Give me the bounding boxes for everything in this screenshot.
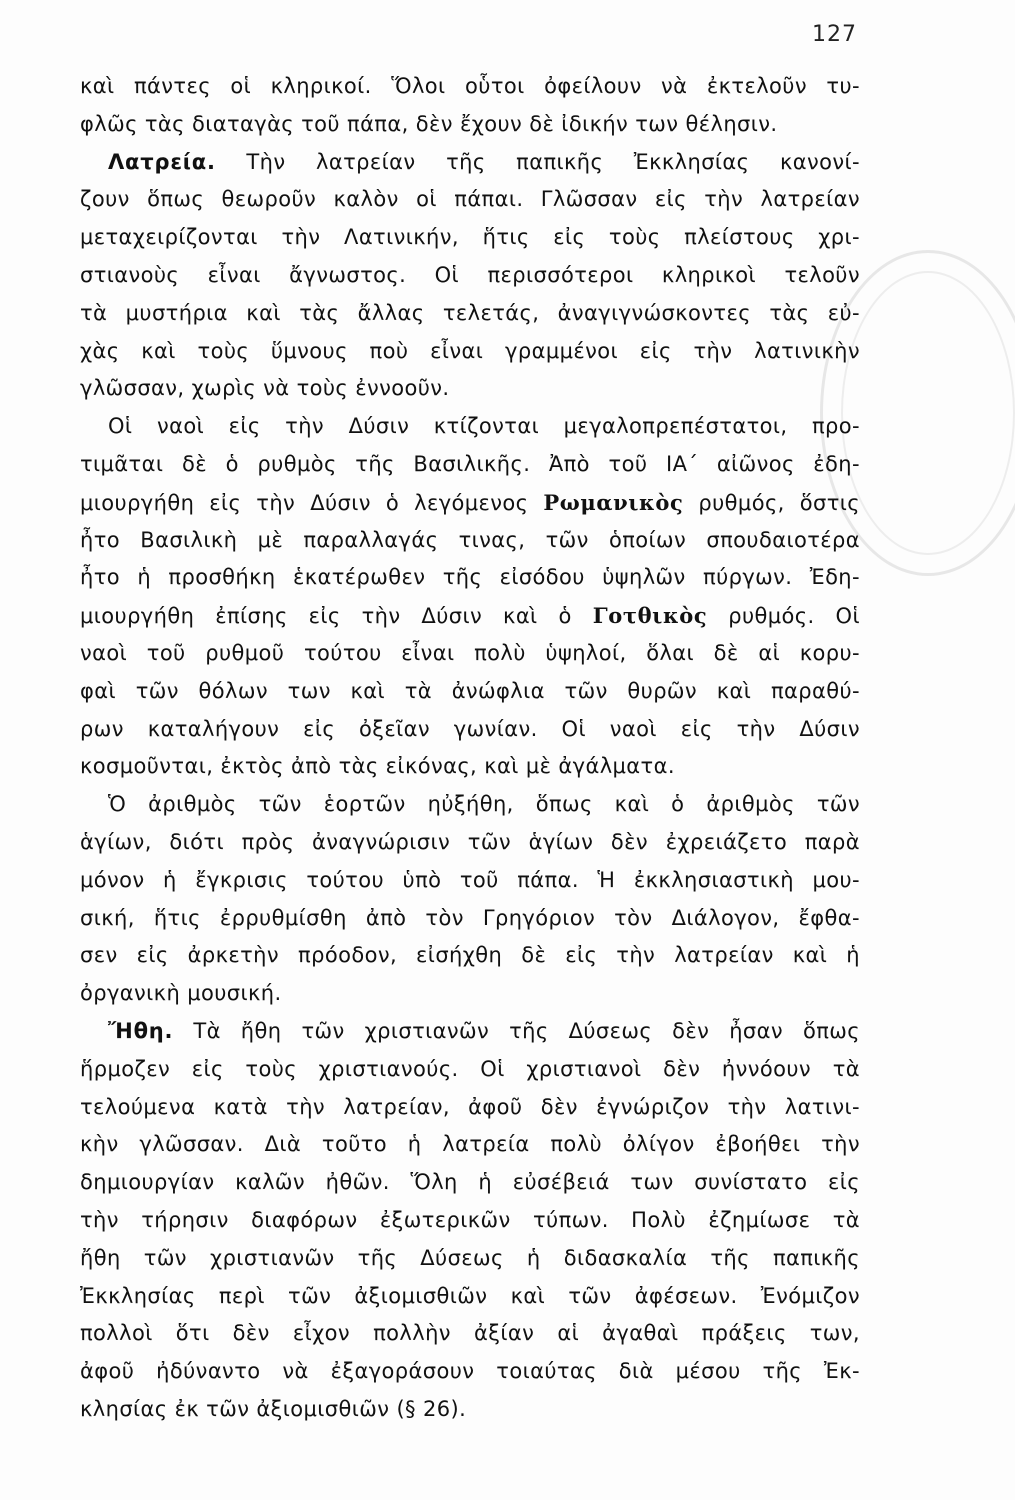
text-line-start: μιουργήθη εἰς τὴν Δύσιν ὁ λεγόμενος: [80, 490, 544, 515]
text-line: κὴν γλῶσσαν. Διὰ τοῦτο ἡ λατρεία πολὺ ὀλίγον ἐβοήθει τὴν: [80, 1132, 860, 1157]
text-line: ἀφοῦ ἠδύναντο νὰ ἐξαγοράσουν τοιαύτας διὰ μέσου τῆς Ἐκ-: [80, 1359, 860, 1384]
text-line: κοσμοῦνται, ἐκτὸς ἀπὸ τὰς εἰκόνας, καὶ μὲ ἀγάλματα.: [80, 754, 675, 779]
text-line: γλῶσσαν, χωρὶς νὰ τοὺς ἐννοοῦν.: [80, 376, 450, 401]
text-line: Ἐκκλησίας περὶ τῶν ἀξιομισθιῶν καὶ τῶν ἀφέσεων. Ἐνόμιζον: [80, 1283, 860, 1308]
text-line: [80, 144, 860, 182]
text-line: σεν εἰς ἀρκετὴν πρόοδον, εἰσήχθη δὲ εἰς τὴν λατρείαν καὶ ἡ: [80, 943, 860, 968]
text-line: ἤθη τῶν χριστιανῶν τῆς Δύσεως ἡ διδασκαλία τῆς παπικῆς: [80, 1245, 860, 1270]
text-line-end: ρυθμός, ὅστις: [683, 490, 860, 515]
page-number: 127: [812, 22, 857, 47]
text-line: ἦτο Βασιλικὴ μὲ παραλλαγάς τινας, τῶν ὁποίων σπουδαιοτέρα: [80, 527, 860, 552]
text-line: [80, 1013, 860, 1051]
text-line: ἁγίων, διότι πρὸς ἀναγνώρισιν τῶν ἁγίων δὲν ἐχρειάζετο παρὰ: [80, 829, 860, 854]
text-line: καὶ πάντες οἱ κληρικοί. Ὅλοι οὗτοι ὀφείλουν νὰ ἐκτελοῦν τυ-: [80, 74, 860, 98]
text-line: [80, 597, 860, 635]
section-heading-worship: Λατρεία.: [108, 149, 216, 174]
text-line: Ὁ ἀριθμὸς τῶν ἑορτῶν ηὐξήθη, ὅπως καὶ ὁ ἀριθμὸς τῶν: [108, 792, 860, 817]
text-line: φλῶς τὰς διαταγὰς τοῦ πάπα, δὲν ἔχουν δὲ ἰδικήν των θέλησιν.: [80, 111, 778, 136]
text-line: σική, ἥτις ἐρρυθμίσθη ἀπὸ τὸν Γρηγόριον τὸν Διάλογον, ἔφθα-: [80, 905, 860, 930]
text-line-end: ρυθμός. Οἱ: [707, 604, 860, 629]
section-heading-morals: Ἤθη.: [108, 1018, 174, 1043]
text-line-start: μιουργήθη ἐπίσης εἰς τὴν Δύσιν καὶ ὁ: [80, 604, 593, 629]
text-line: [80, 484, 860, 522]
text-line: δημιουργίαν καλῶν ἠθῶν. Ὅλη ἡ εὐσέβειά των συνίστατο εἰς: [80, 1170, 860, 1195]
text-line: στιανοὺς εἶναι ἄγνωστος. Οἱ περισσότεροι κληρικοὶ τελοῦν: [80, 262, 860, 287]
text-line: μόνον ἡ ἔγκρισις τούτου ὑπὸ τοῦ πάπα. Ἡ ἐκκλησιαστικὴ μου-: [80, 867, 860, 892]
text-line: τὰ μυστήρια καὶ τὰς ἄλλας τελετάς, ἀναγιγνώσκοντες τὰς εὐ-: [80, 300, 860, 325]
term-gothic: Γοτθικὸς: [592, 603, 708, 629]
text-line: ρων καταλήγουν εἰς ὀξεῖαν γωνίαν. Οἱ ναοὶ εἰς τὴν Δύσιν: [80, 716, 860, 741]
text-line: πολλοὶ ὅτι δὲν εἶχον πολλὴν ἀξίαν αἱ ἀγαθαὶ πράξεις των,: [80, 1321, 860, 1346]
text-line: κλησίας ἐκ τῶν ἀξιομισθιῶν (§ 26).: [80, 1396, 467, 1421]
text-line: τελούμενα κατὰ τὴν λατρείαν, ἀφοῦ δὲν ἐγνώριζον τὴν λατινι-: [80, 1094, 860, 1119]
text-line: ἥρμοζεν εἰς τοὺς χριστιανούς. Οἱ χριστιανοὶ δὲν ἠννόουν τὰ: [80, 1056, 860, 1081]
text-line: μεταχειρίζονται τὴν Λατινικήν, ἥτις εἰς τοὺς πλείστους χρι-: [80, 225, 860, 250]
text-line: τὴν τήρησιν διαφόρων ἐξωτερικῶν τύπων. Πολὺ ἐζημίωσε τὰ: [80, 1207, 860, 1232]
text-line: ἦτο ἡ προσθήκη ἑκατέρωθεν τῆς εἰσόδου ὑψηλῶν πύργων. Ἐδη-: [80, 565, 860, 590]
text-line-rest: Τὰ ἤθη τῶν χριστιανῶν τῆς Δύσεως δὲν ἦσαν ὅπως: [173, 1018, 860, 1043]
text-line-rest: Τὴν λατρείαν τῆς παπικῆς Ἐκκλησίας κανονί-: [215, 149, 860, 174]
text-line: ὀργανικὴ μουσική.: [80, 981, 282, 1006]
text-line: φαὶ τῶν θόλων των καὶ τὰ ἀνώφλια τῶν θυρῶν καὶ παραθύ-: [80, 678, 860, 703]
text-line: χὰς καὶ τοὺς ὕμνους ποὺ εἶναι γραμμένοι εἰς τὴν λατινικὴν: [80, 338, 860, 363]
text-line: ναοὶ τοῦ ρυθμοῦ τούτου εἶναι πολὺ ὑψηλοί, ὅλαι δὲ αἱ κορυ-: [80, 640, 860, 665]
term-romanesque: Ρωμανικὸς: [543, 489, 684, 515]
text-line: Οἱ ναοὶ εἰς τὴν Δύσιν κτίζονται μεγαλοπρεπέστατοι, προ-: [108, 414, 860, 439]
text-line: ζουν ὅπως θεωροῦν καλὸν οἱ πάπαι. Γλῶσσαν εἰς τὴν λατρείαν: [80, 187, 860, 212]
body-text: [80, 68, 860, 1429]
text-line: τιμᾶται δὲ ὁ ρυθμὸς τῆς Βασιλικῆς. Ἀπὸ τοῦ ΙΑ΄ αἰῶνος ἐδη-: [80, 451, 860, 476]
